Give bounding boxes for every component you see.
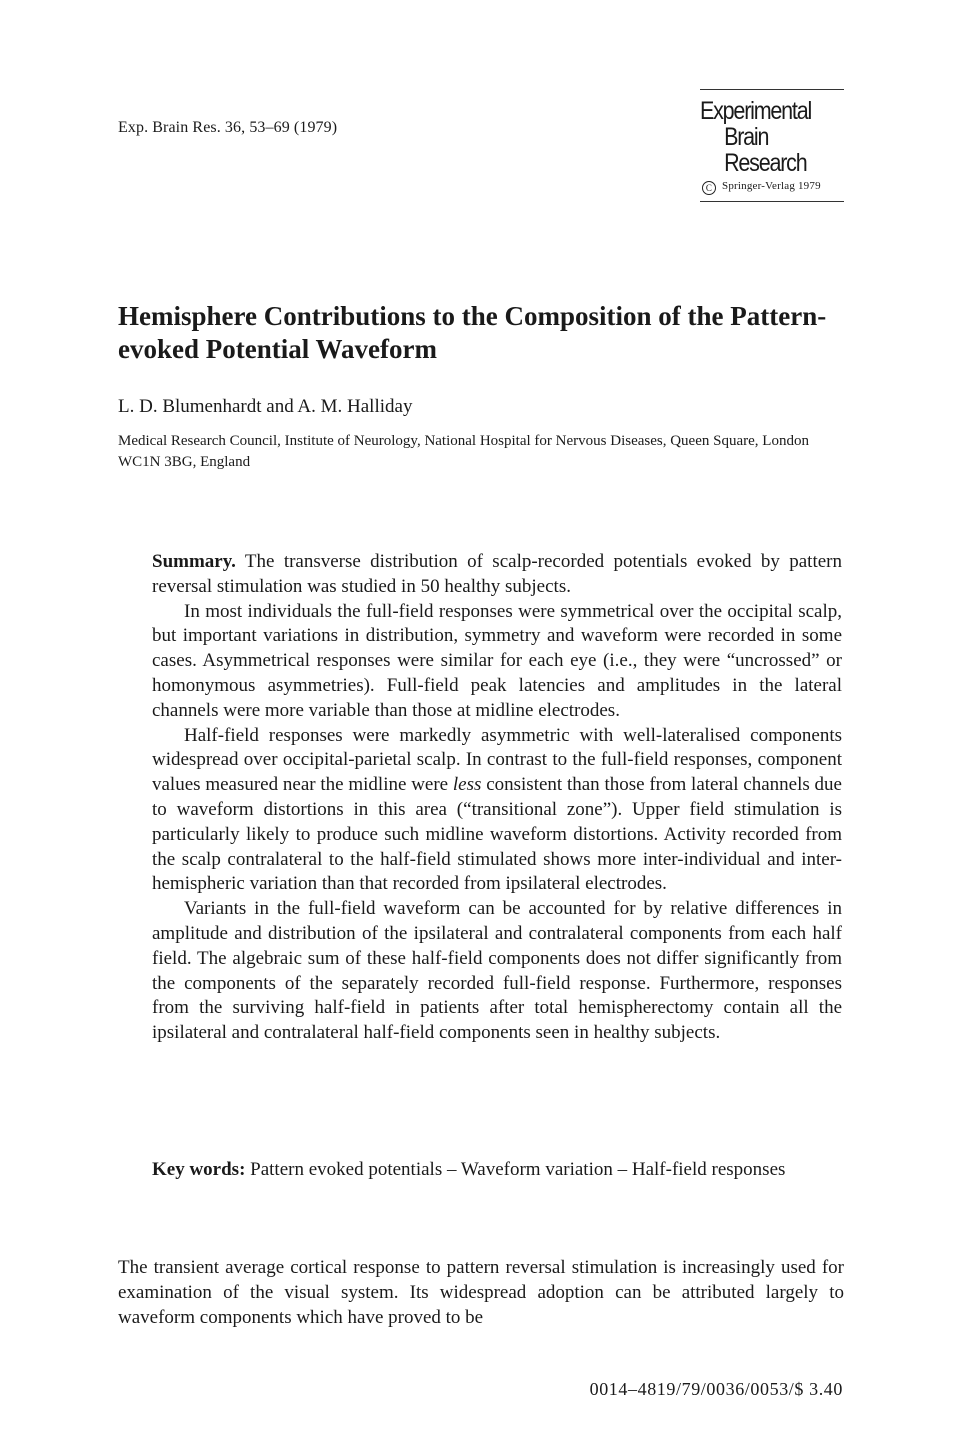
affiliation: Medical Research Council, Institute of Neurology, National Hospital for Nervous Diseases, Queen Square, London WC1N 3BG, England [118, 433, 809, 470]
bottom-rule [700, 201, 844, 202]
authors: L. D. Blumenhardt and A. M. Halliday [118, 396, 413, 417]
journal-citation: Exp. Brain Res. 36, 53–69 (1979) [118, 119, 338, 136]
keywords-label: Key words: [152, 1159, 246, 1180]
article-title: Hemisphere Contributions to the Composition of the Pattern-evoked Potential Waveform [118, 301, 827, 364]
journal-name-line-3: Research [724, 149, 807, 177]
journal-logo-block [700, 89, 844, 202]
keywords-text: Pattern evoked potentials – Waveform variation – Half-field responses [245, 1159, 786, 1180]
copyright-text: Springer-Verlag 1979 [722, 180, 821, 192]
article-code: 0014–4819/79/0036/0053/$ 3.40 [589, 1379, 843, 1399]
copyright-notice [700, 180, 844, 195]
summary-section [152, 550, 842, 1046]
copyright-icon: C [702, 181, 716, 195]
journal-name-line-1: Experimental [700, 97, 812, 125]
keywords-section [152, 1158, 842, 1183]
top-rule [700, 89, 844, 90]
summary-emphasis: less [452, 774, 482, 796]
journal-name [700, 98, 824, 176]
summary-paragraph-3 [152, 724, 842, 898]
summary-text-3a: Half-field responses were markedly asymmetric with well-lateralised components widespread over occipital-parietal scalp. In contrast to the full-field responses, component values measured near the midline were [152, 724, 842, 796]
body-paragraph: The transient average cortical response to pattern reversal stimulation is increasingly used for examination of the visual system. Its widespread adoption can be attributed largely to waveform components which have proved to be [118, 1257, 844, 1328]
journal-name-line-2: Brain [724, 123, 769, 151]
summary-paragraph-4: Variants in the full-field waveform can be accounted for by relative differences in amplitude and distribution of the ipsilateral and contralateral components from each half field. The algebraic sum of these half-field components does not differ significantly from the components of the separately recorded full-field response. Furthermore, responses from the surviving half-field in patients after total hemispherectomy contain all the ipsilateral and contralateral half-field components seen in healthy subjects. [152, 898, 842, 1044]
summary-paragraph-2: In most individuals the full-field responses were symmetrical over the occipital scalp, but important variations in distribution, symmetry and waveform were recorded in some cases. Asymmetrical responses were similar for each eye (i.e., they were “uncrossed” or homonymous asymmetries). Full-field peak latencies and amplitudes in the lateral channels were more variable than those at midline electrodes. [152, 600, 842, 721]
summary-label: Summary. [152, 551, 236, 572]
summary-text-3b: consistent than those from lateral channels due to waveform distortions in this area (“transitional zone”). Upper field stimulation is particularly likely to produce such midline waveform distortions. Activity recorded from the scalp contralateral to the half-field stimulated shows more inter-individual and inter-hemispheric variation than that recorded from ipsilateral electrodes. [152, 774, 842, 895]
summary-text-1: The transverse distribution of scalp-recorded potentials evoked by pattern reversal stimulation was studied in 50 healthy subjects. [152, 551, 842, 597]
summary-paragraph-1 [152, 550, 842, 600]
